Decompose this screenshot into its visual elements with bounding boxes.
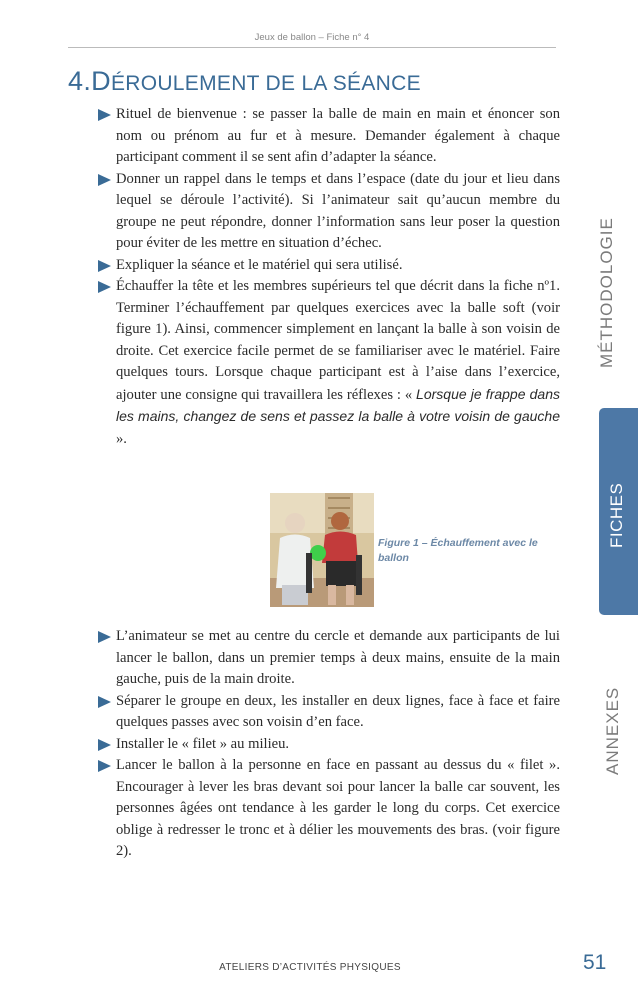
bullet-arrow-icon (98, 739, 111, 751)
bullet-arrow-icon (98, 696, 111, 708)
instruction-list-top (98, 104, 560, 450)
list-item-text: Expliquer la séance et le matériel qui sera utilisé. (116, 256, 403, 273)
bullet-arrow-icon (98, 109, 111, 121)
bullet-arrow-icon (98, 760, 111, 772)
list-item (98, 626, 560, 691)
list-item-text: Rituel de bienvenue : se passer la balle de main en main et énoncer son nom ou prénom au fur et à mesure. Demander également à chaque participant comment il se sent afin d’adapter la séance. (116, 106, 560, 165)
header-rule (68, 47, 556, 48)
tab-annexes[interactable]: ANNEXES (603, 686, 622, 775)
list-item (98, 104, 560, 169)
bullet-arrow-icon (98, 174, 111, 186)
list-item-text: Installer le « filet » au milieu. (116, 735, 290, 752)
section-number: 4. (68, 66, 92, 96)
figure-1-caption: Figure 1 – Échauffement avec le ballon (378, 537, 538, 564)
bullet-arrow-icon (98, 631, 111, 643)
page-number: 51 (583, 951, 607, 974)
list-item-text: Donner un rappel dans le temps et dans l’espace (date du jour et lieu dans lequel se déroule l’activité). Si l’animateur sait qu’aucun membre du groupe ne peut répondre, donner l’information sans leur poser la question pour éviter de les mettre en situation d’échec. (116, 170, 560, 251)
instruction-list-bottom (98, 626, 560, 863)
list-item-text: L’animateur se met au centre du cercle et demande aux participants de lui lancer le ballon, dans un premier temps à deux mains, ensuite de la main gauche, puis de la main droite. (116, 628, 560, 687)
photo-illustration (270, 493, 374, 607)
list-item-text: Séparer le groupe en deux, les installer en deux lignes, face à face et faire quelques passes avec son voisin d’en face. (116, 692, 560, 730)
running-head: Jeux de ballon – Fiche n° 4 (254, 32, 370, 43)
section-title-rest: ÉROULEMENT DE LA SÉANCE (110, 72, 421, 95)
bullet-arrow-icon (98, 281, 111, 293)
list-item-text: Lancer le ballon à la personne en face en passant au dessus du « filet ». Encourager à lever les bras devant soi pour lancer la balle car souvent, les personnes âgées ont tendance à les garder le long du corps. Cet exercice oblige à redresser le tronc et à délier les mouvements des bras. (voir figure 2). (116, 757, 560, 859)
section-initial: D (91, 66, 111, 96)
bullet-arrow-icon (98, 260, 111, 272)
list-item (98, 276, 560, 450)
list-item-text-tail: ». (116, 430, 127, 447)
tab-methodologie[interactable]: MÉTHODOLOGIE (597, 217, 616, 368)
list-item (98, 255, 560, 277)
tab-fiches[interactable]: FICHES (607, 482, 626, 548)
section-title (68, 66, 421, 97)
figure-1-photo (270, 493, 374, 607)
list-item (98, 755, 560, 863)
list-item (98, 734, 560, 756)
instruction-quote: Lorsque je frappe dans les mains, changez de sens et passez la balle à votre voisin de gauche (116, 385, 560, 424)
list-item (98, 691, 560, 734)
list-item-text: Échauffer la tête et les membres supérieurs tel que décrit dans la fiche nº1. Terminer l’échauffement par quelques exercices avec la balle soft (voir figure 1). Ainsi, commencer simplement en lançant la balle à son voisin de droite. Cet exercice facile permet de se familiariser avec le matériel. Faire quelques tours. Lorsque chaque participant est à l’aise dans l’exercice, ajouter une consigne qui travaillera les réflexes : « (116, 278, 560, 403)
list-item (98, 169, 560, 255)
footer-title: ATELIERS D’ACTIVITÉS PHYSIQUES (219, 962, 401, 973)
